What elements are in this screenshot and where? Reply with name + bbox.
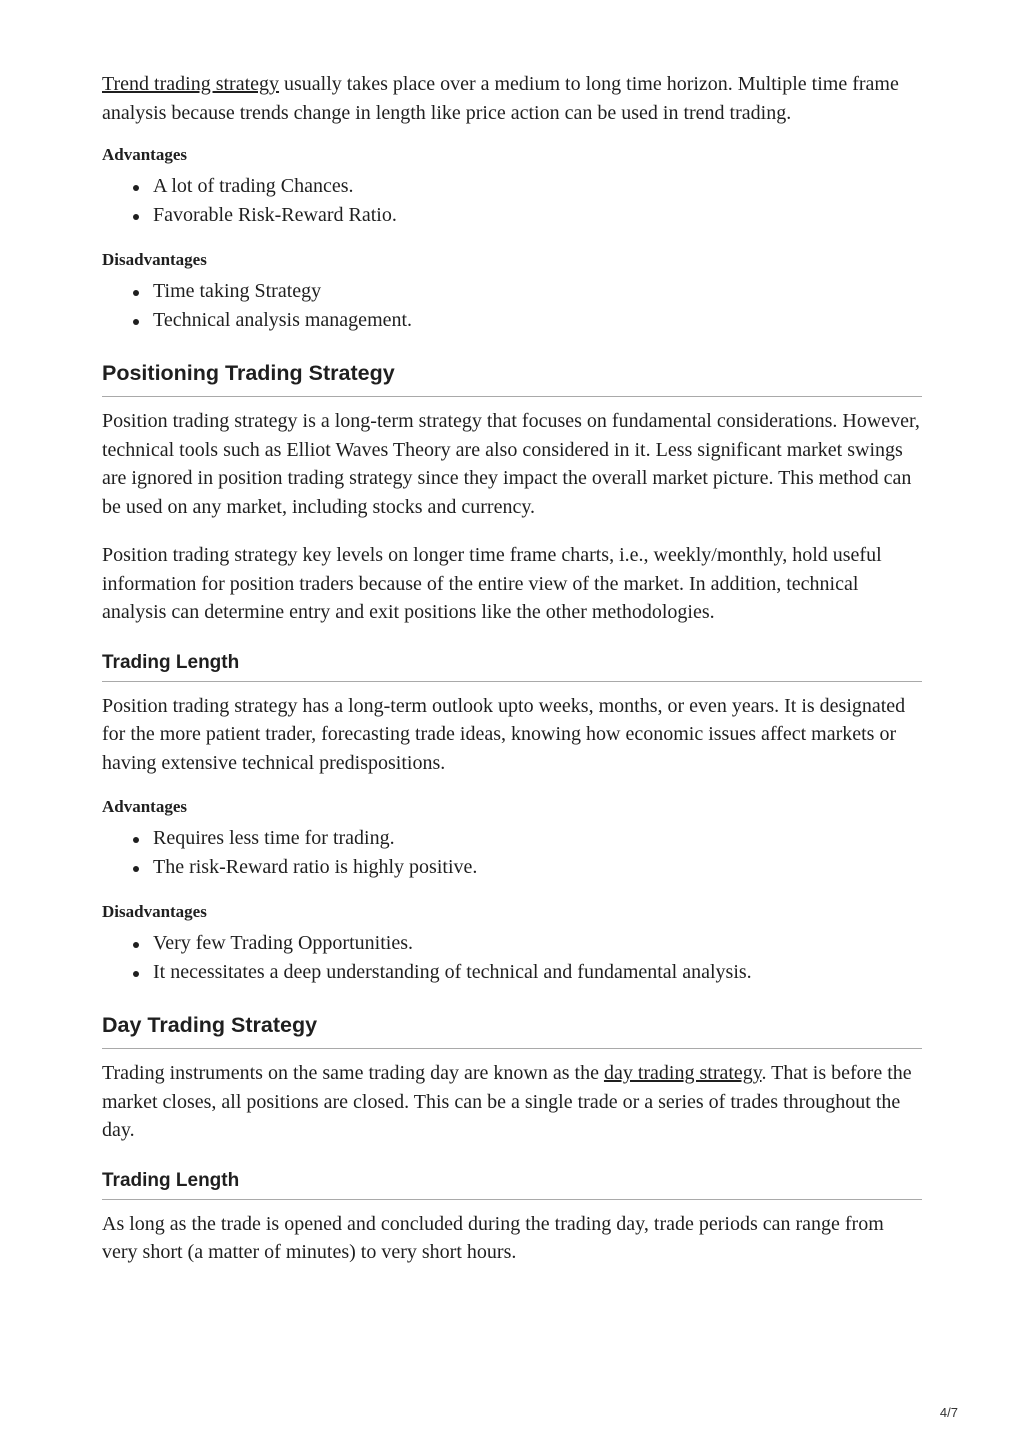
list-item: A lot of trading Chances. xyxy=(102,172,922,201)
positioning-paragraph-1: Position trading strategy is a long-term strategy that focuses on fundamental considerations. However, technical tools such as Elliot Waves Theory are also considered in it. Less significant market swings are ignored in position trading strategy since they impact the overall market picture. This method can be used on any market, including stocks and currency. xyxy=(102,410,920,518)
positioning-disadvantages-label: Disadvantages xyxy=(102,902,207,921)
positioning-disadvantages-list xyxy=(102,929,922,986)
trend-advantages-label: Advantages xyxy=(102,145,188,164)
list-item: Time taking Strategy xyxy=(102,277,922,306)
list-item: The risk-Reward ratio is highly positive. xyxy=(102,853,922,882)
list-item: It necessitates a deep understanding of technical and fundamental analysis. xyxy=(102,958,922,987)
trend-advantages-list xyxy=(102,172,922,229)
day-trading-paragraph xyxy=(102,1059,922,1145)
day-trading-heading: Day Trading Strategy xyxy=(102,1011,922,1049)
list-item: Technical analysis management. xyxy=(102,306,922,335)
list-item: Requires less time for trading. xyxy=(102,824,922,853)
positioning-heading: Positioning Trading Strategy xyxy=(102,359,922,397)
positioning-trading-length-heading: Trading Length xyxy=(102,651,922,682)
day-trading-length-heading: Trading Length xyxy=(102,1169,922,1200)
day-trading-text-after: . That is before the market closes, all positions are closed. This can be a single trade or a series of trades throughout the day. xyxy=(102,1062,912,1141)
document-page xyxy=(102,70,922,1267)
day-trading-text-before: Trading instruments on the same trading day are known as the xyxy=(102,1062,604,1084)
intro-text: usually takes place over a medium to long time horizon. Multiple time frame analysis because trends change in length like price action can be used in trend trading. xyxy=(102,73,899,124)
positioning-trading-length-text: Position trading strategy has a long-term outlook upto weeks, months, or even years. It is designated for the more patient trader, forecasting trade ideas, knowing how economic issues affect markets or having extensive technical predispositions. xyxy=(102,694,906,774)
day-trading-strategy-link[interactable]: day trading strategy xyxy=(603,1062,762,1084)
trend-trading-strategy-link[interactable]: Trend trading strategy xyxy=(102,73,280,95)
intro-paragraph xyxy=(102,70,922,127)
positioning-paragraph-2: Position trading strategy key levels on longer time frame charts, i.e., weekly/monthly, hold useful information for position traders because of the entire view of the market. In addition, technical analysis can determine entry and exit positions like the other methodologies. xyxy=(102,544,882,623)
trend-disadvantages-list xyxy=(102,277,922,334)
list-item: Favorable Risk-Reward Ratio. xyxy=(102,201,922,230)
day-trading-length-text: As long as the trade is opened and concluded during the trading day, trade periods can range from very short (a matter of minutes) to very short hours. xyxy=(102,1212,884,1263)
positioning-advantages-list xyxy=(102,824,922,881)
page-number: 4/7 xyxy=(939,1405,958,1420)
trend-disadvantages-label: Disadvantages xyxy=(102,250,207,269)
list-item: Very few Trading Opportunities. xyxy=(102,929,922,958)
positioning-advantages-label: Advantages xyxy=(102,797,188,816)
